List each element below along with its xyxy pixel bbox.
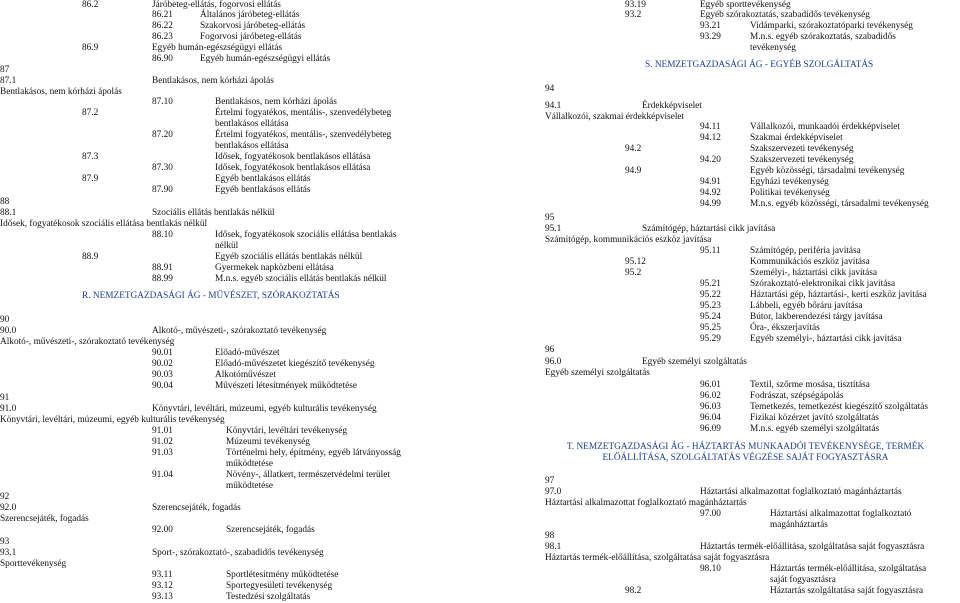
item-title: M.n.s. egyéb személyi szolgáltatás [750, 424, 880, 434]
list-item [545, 402, 960, 413]
section-heading [545, 60, 960, 71]
list-item [545, 424, 960, 435]
item-code: 95.24 [700, 312, 721, 322]
list-item [545, 177, 960, 188]
item-code: 95.21 [700, 279, 721, 289]
item-title: Növény-, állatkert, természetvédelmi terület működtetése [226, 470, 390, 491]
item-code: 86.23 [152, 32, 173, 42]
item-title: Alkotó-, művészeti-, szórakoztató tevékenység [152, 326, 327, 336]
item-title: Bútor, lakberendezési tárgy javítása [750, 312, 883, 322]
item-title: Idősek, fogyatékosok szociális ellátása bentlakás nélkül [0, 219, 208, 229]
list-item [0, 163, 545, 174]
item-title: Egyéb sporttevékenység [700, 0, 791, 10]
item-title: Sportlétesítmény működtetése [226, 570, 339, 580]
item-code: 96.01 [700, 380, 721, 390]
item-title: Számítógép, háztartási cikk javítása [642, 224, 776, 234]
item-code: 91.0 [0, 404, 17, 414]
item-title: Sporttevékenység [0, 559, 67, 569]
item-code: 92 [0, 492, 10, 502]
item-code: 96 [545, 345, 555, 355]
list-item [545, 345, 960, 356]
item-title: Számítógép, periféria javítása [750, 246, 861, 256]
list-item [545, 290, 960, 301]
item-code: 93.12 [152, 581, 173, 591]
item-title: Járóbeteg-ellátás, fogorvosi ellátás [152, 0, 281, 10]
item-code: 94.2 [625, 144, 642, 154]
list-item [545, 224, 960, 235]
item-code: 88 [0, 197, 10, 207]
list-item [0, 108, 545, 129]
list-item [0, 174, 545, 185]
item-title: Szerencsejáték, fogadás [226, 525, 315, 535]
item-title: Idősek, fogyatékosok bentlakásos ellátása [215, 152, 371, 162]
list-item [0, 359, 545, 370]
list-item [545, 498, 960, 509]
item-code: 88.9 [82, 252, 99, 262]
item-title: Szociális ellátás bentlakás nélkül [152, 208, 275, 218]
list-item [0, 263, 545, 274]
list-item [0, 274, 545, 285]
list-item [0, 503, 545, 514]
list-item [0, 230, 545, 251]
list-item [0, 448, 545, 469]
item-title: Érdekképviselet [642, 101, 702, 111]
item-code: 96.04 [700, 413, 721, 423]
list-item [545, 199, 960, 210]
item-code: 94.92 [700, 188, 721, 198]
item-title: Személyi-, háztartási cikk javítása [750, 268, 878, 278]
item-code: 91 [0, 393, 10, 403]
item-code: 94.20 [700, 155, 721, 165]
item-code: 86.90 [152, 54, 173, 64]
item-title: Szakszervezeti tevékenység [750, 155, 854, 165]
list-item [545, 413, 960, 424]
item-title: Politikai tevékenység [750, 188, 830, 198]
item-title: Vidámparki, szórakoztatóparki tevékenység [750, 21, 913, 31]
item-code: 94.11 [700, 122, 721, 132]
list-item [0, 54, 545, 65]
item-code: 87.30 [152, 163, 173, 173]
item-code: 97.00 [700, 509, 721, 519]
item-code: 96.09 [700, 424, 721, 434]
item-title: Művészeti létesítmények működtetése [215, 381, 357, 391]
list-item [545, 279, 960, 290]
item-code: 97 [545, 476, 555, 486]
item-code: 94.91 [700, 177, 721, 187]
list-item [0, 404, 545, 415]
list-item [0, 76, 545, 87]
item-code: 86.2 [82, 0, 99, 10]
item-code: 91.04 [152, 470, 173, 480]
item-code: 94 [545, 84, 555, 94]
item-title: Bentlakásos, nem kórházi ápolás [0, 87, 122, 97]
item-code: 91.02 [152, 437, 173, 447]
list-item [0, 208, 545, 219]
heading-text: R. NEMZETGAZDASÁGI ÁG - MŰVÉSZET, SZÓRAKOZTATÁS [82, 291, 340, 301]
item-code: 93.29 [700, 32, 721, 42]
list-item [545, 122, 960, 133]
item-title: Szerencsejáték, fogadás [152, 503, 241, 513]
list-item [545, 553, 960, 564]
item-code: 93.19 [625, 0, 646, 10]
item-title: Történelmi hely, építmény, egyéb látványosság működtetése [226, 448, 401, 469]
list-item [545, 487, 960, 498]
right-column [545, 0, 960, 596]
item-code: 87.1 [0, 76, 17, 86]
item-title: Fodrászat, szépségápolás [750, 391, 844, 401]
list-item [0, 525, 545, 536]
item-code: 94.12 [700, 133, 721, 143]
item-title: Egyéb közösségi, társadalmi tevékenység [750, 166, 905, 176]
list-item [545, 564, 960, 585]
item-title: Sport-, szórakoztató-, szabadidős tevékenység [152, 548, 324, 558]
item-code: 90.02 [152, 359, 173, 369]
item-title: Háztartási alkalmazottat foglalkoztató magánháztartás [770, 509, 912, 530]
item-code: 95 [545, 213, 555, 223]
list-item [545, 155, 960, 166]
item-code: 95.22 [700, 290, 721, 300]
list-item [0, 10, 545, 21]
list-item [545, 257, 960, 268]
item-title: Szerencsejáték, fogadás [0, 514, 89, 524]
list-item [545, 334, 960, 345]
list-item [545, 21, 960, 32]
item-title: Testedzési szolgáltatás [226, 592, 311, 602]
item-title: Általános járóbeteg-ellátás [200, 10, 300, 20]
item-code: 90.0 [0, 326, 17, 336]
item-code: 98.1 [545, 542, 562, 552]
item-title: Könyvtári, levéltári, múzeumi, egyéb kulturális tevékenység [152, 404, 377, 414]
item-code: 93.11 [152, 570, 173, 580]
list-item [0, 514, 545, 525]
item-title: Temetkezés, temetkezést kiegészítő szolgáltatás [750, 402, 928, 412]
item-title: Vállalkozói, munkaadói érdekképviselet [750, 122, 900, 132]
item-title: Értelmi fogyatékos, mentális-, szenvedélybeteg bentlakásos ellátása [215, 108, 392, 129]
list-item [0, 326, 545, 337]
item-code: 87.3 [82, 152, 99, 162]
heading-text: T. NEMZETGAZDASÁGI ÁG - HÁZTARTÁS MUNKAADÓI TEVÉKENYSÉGE, TERMÉK ELŐÁLLÍTÁSA, SZOLGÁLTATÁS VÉGZÉSE SAJÁT FOGYASZTÁSRA [566, 442, 925, 463]
list-item [545, 368, 960, 379]
item-code: 92.00 [152, 525, 173, 535]
list-item [545, 268, 960, 279]
list-item [0, 437, 545, 448]
item-title: Háztartás szolgáltatása saját fogyasztásra [770, 586, 924, 596]
item-title: Kommunikációs eszköz javítása [750, 257, 870, 267]
item-code: 93.1 [0, 548, 17, 558]
item-title: Háztartás termék-előállítása, szolgáltatása saját fogyasztásra [545, 553, 770, 563]
list-item [0, 185, 545, 196]
item-code: 88.10 [152, 230, 173, 240]
item-code: 95.1 [545, 224, 562, 234]
list-item [545, 586, 960, 597]
item-title: Egyéb személyi szolgáltatás [545, 368, 650, 378]
item-code: 95.29 [700, 334, 721, 344]
list-item [0, 152, 545, 163]
list-item [0, 492, 545, 503]
item-title: Fizikai közérzet javító szolgáltatás [750, 413, 879, 423]
list-item [545, 357, 960, 368]
section-heading [0, 291, 545, 302]
item-title: Idősek, fogyatékosok bentlakásos ellátása [215, 163, 371, 173]
list-item [545, 509, 960, 530]
item-code: 94.9 [625, 166, 642, 176]
item-title: Egyéb szociális ellátás bentlakás nélkül [215, 252, 363, 262]
list-item [545, 323, 960, 334]
item-title: Alkotó-, művészeti-, szórakoztató tevékenység [0, 337, 175, 347]
item-code: 93.2 [625, 10, 642, 20]
list-item [545, 133, 960, 144]
item-title: Vállalkozói, szakmai érdekképviselet [545, 112, 685, 122]
item-title: Előadó-művészetet kiegészítő tevékenység [215, 359, 375, 369]
item-code: 95.2 [625, 268, 642, 278]
item-title: Egyéb humán-egészségügyi ellátás [200, 54, 331, 64]
list-item [0, 548, 545, 559]
list-item [0, 130, 545, 151]
list-item [545, 391, 960, 402]
list-item [0, 370, 545, 381]
item-code: 92.0 [0, 503, 17, 513]
item-title: Háztartási gép, háztartási-, kerti eszköz javítása [750, 290, 927, 300]
item-title: Idősek, fogyatékosok szociális ellátása bentlakás nélkül [215, 230, 397, 251]
item-code: 90 [0, 315, 10, 325]
item-code: 87.10 [152, 97, 173, 107]
item-title: Szakszervezeti tevékenység [750, 144, 854, 154]
item-title: Egyéb humán-egészségügyi ellátás [152, 43, 283, 53]
item-code: 91.01 [152, 426, 173, 436]
list-item [545, 84, 960, 95]
item-title: M.n.s. egyéb közösségi, társadalmi tevékenység [750, 199, 929, 209]
item-code: 87.90 [152, 185, 173, 195]
list-item [545, 213, 960, 224]
item-code: 93 [0, 537, 10, 547]
item-title: M.n.s. egyéb szociális ellátás bentlakás nélkül [215, 274, 387, 284]
item-title: Könyvtári, levéltári tevékenység [226, 426, 348, 436]
item-title: Háztartási alkalmazottat foglalkoztató magánháztartás [700, 487, 902, 497]
item-title: M.n.s. egyéb szórakoztatás, szabadidős tevékenység [750, 32, 896, 53]
list-item [0, 559, 545, 570]
item-code: 93.13 [152, 592, 173, 602]
item-title: Egyéb szórakoztatás, szabadidős tevékenység [700, 10, 870, 20]
item-code: 87.9 [82, 174, 99, 184]
item-code: 96.03 [700, 402, 721, 412]
list-item [545, 235, 960, 246]
item-title: Egyéb személyi szolgáltatás [642, 357, 747, 367]
item-code: 93.21 [700, 21, 721, 31]
item-title: Bentlakásos, nem kórházi ápolás [152, 76, 274, 86]
list-item [0, 337, 545, 348]
list-item [0, 32, 545, 43]
item-code: 87 [0, 65, 10, 75]
list-item [545, 166, 960, 177]
item-title: Múzeumi tevékenység [226, 437, 310, 447]
list-item [545, 101, 960, 112]
item-title: Egyéb bentlakásos ellátás [215, 185, 311, 195]
item-code: 88.1 [0, 208, 17, 218]
section-heading [545, 442, 960, 463]
item-title: Könyvtári, levéltári, múzeumi, egyéb kulturális tevékenység [0, 415, 225, 425]
list-item [0, 537, 545, 548]
item-code: 91.03 [152, 448, 173, 458]
item-title: Textil, szőrme mosása, tisztítása [750, 380, 870, 390]
item-code: 87.2 [82, 108, 99, 118]
item-title: Sportegyesületi tevékenység [226, 581, 333, 591]
item-code: 94.99 [700, 199, 721, 209]
item-title: Háztartás termék-előállítása, szolgáltatása saját fogyasztásra [770, 564, 927, 585]
item-title: Lábbeli, egyéb bőráru javítása [750, 301, 863, 311]
item-code: 87.20 [152, 130, 173, 140]
item-code: 86.21 [152, 10, 173, 20]
list-item [545, 32, 960, 53]
list-item [0, 219, 545, 230]
list-item [545, 380, 960, 391]
list-item [0, 470, 545, 491]
item-title: Előadó-művészet [215, 348, 280, 358]
item-title: Egyéb személyi-, háztartási cikk javítása [750, 334, 902, 344]
list-item [0, 581, 545, 592]
item-title: Egyházi tevékenység [750, 177, 829, 187]
item-title: Szórakoztató-elektronikai cikk javítása [750, 279, 896, 289]
list-item [0, 315, 545, 326]
item-code: 90.03 [152, 370, 173, 380]
list-item [0, 43, 545, 54]
item-title: Szakorvosi járóbeteg-ellátás [200, 21, 306, 31]
list-item [545, 542, 960, 553]
item-code: 95.25 [700, 323, 721, 333]
list-item [0, 252, 545, 263]
item-code: 98.10 [700, 564, 721, 574]
item-code: 95.23 [700, 301, 721, 311]
list-item [545, 10, 960, 21]
item-code: 96.02 [700, 391, 721, 401]
list-item [545, 531, 960, 542]
item-code: 94.1 [545, 101, 562, 111]
list-item [0, 97, 545, 108]
item-title: Számítógép, kommunikációs eszköz javítása [545, 235, 712, 245]
list-item [545, 246, 960, 257]
item-code: 95.12 [625, 257, 646, 267]
list-item [545, 476, 960, 487]
item-code: 96.0 [545, 357, 562, 367]
list-item [0, 348, 545, 359]
list-item [0, 592, 545, 603]
item-code: 86.22 [152, 21, 173, 31]
item-code: 88.91 [152, 263, 173, 273]
item-title: Gyermekek napközbeni ellátása [215, 263, 334, 273]
list-item [545, 312, 960, 323]
list-item [0, 65, 545, 76]
list-item [545, 301, 960, 312]
item-title: Háztartás termék-előállítása, szolgáltatása saját fogyasztásra [700, 542, 925, 552]
item-code: 90.01 [152, 348, 173, 358]
heading-text: S. NEMZETGAZDASÁGI ÁG - EGYÉB SZOLGÁLTATÁS [645, 60, 874, 70]
item-code: 98.2 [625, 586, 642, 596]
item-code: 97.0 [545, 487, 562, 497]
item-code: 98 [545, 531, 555, 541]
list-item [0, 415, 545, 426]
item-title: Egyéb bentlakásos ellátás [215, 174, 311, 184]
item-title: Alkotóművészet [215, 370, 276, 380]
list-item [0, 426, 545, 437]
list-item [545, 144, 960, 155]
list-item [0, 197, 545, 208]
item-code: 88.99 [152, 274, 173, 284]
item-code: 90.04 [152, 381, 173, 391]
item-code: 95.11 [700, 246, 721, 256]
list-item [0, 21, 545, 32]
list-item [545, 188, 960, 199]
item-title: Óra-, ékszerjavítás [750, 323, 820, 333]
item-title: Értelmi fogyatékos, mentális-, szenvedélybeteg bentlakásos ellátása [215, 130, 392, 151]
item-title: Bentlakásos, nem kórházi ápolás [215, 97, 337, 107]
list-item [0, 381, 545, 392]
item-code: 86.9 [82, 43, 99, 53]
item-title: Szakmai érdekképviselet [750, 133, 843, 143]
item-title: Fogorvosi járóbeteg-ellátás [200, 32, 302, 42]
item-title: Háztartási alkalmazottat foglalkoztató magánháztartás [545, 498, 747, 508]
list-item [0, 393, 545, 404]
